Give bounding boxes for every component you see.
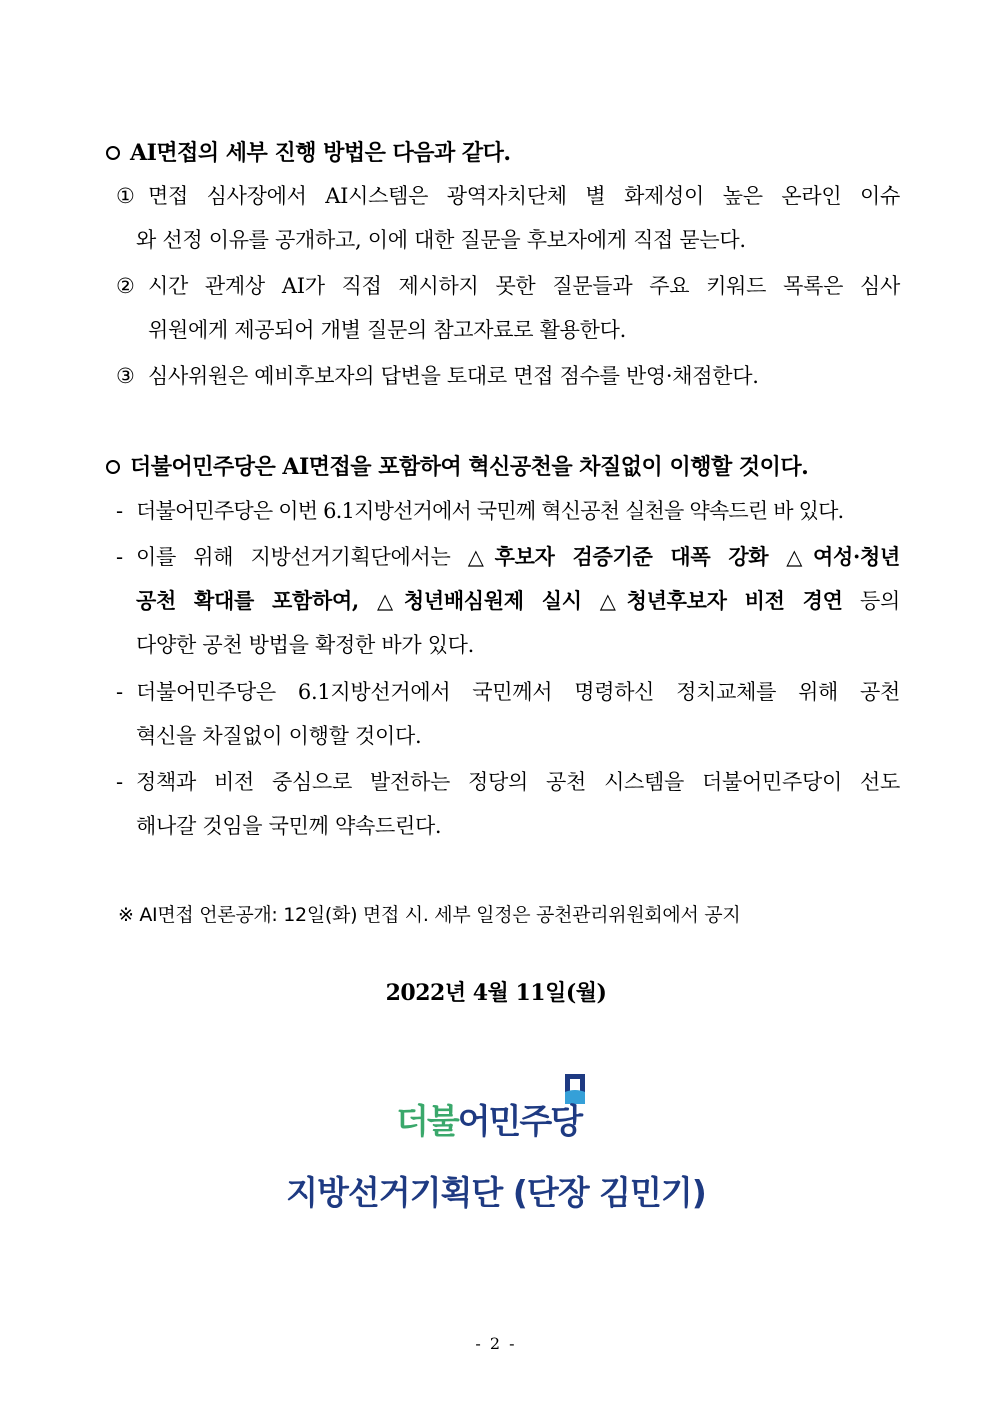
circle-bullet-icon: [106, 146, 120, 160]
item-marker: ②: [116, 274, 135, 298]
section1-heading: [106, 138, 511, 168]
item-marker: -: [116, 499, 123, 523]
circle-bullet-icon: [106, 460, 120, 474]
item-marker: -: [116, 545, 123, 569]
section1-item-1: ① 면접 심사장에서 AI시스템은 광역자치단체 별 화제성이 높은 온라인 이슈 와 선정 이유를 공개하고, 이에 대한 질문을 후보자에게 직접 묻는다.: [116, 174, 900, 262]
item-marker: -: [116, 680, 123, 704]
note-text: ※ AI면접 언론공개: 12일(화) 면접 시. 세부 일정은 공천관리위원회에서 공지: [118, 904, 741, 926]
page-number: - 2 -: [475, 1334, 517, 1353]
party-logo: [396, 1072, 596, 1142]
item-marker: ③: [116, 364, 135, 388]
section2-item-1: - 더불어민주당은 이번 6.1지방선거에서 국민께 혁신공천 실천을 약속드린 바 있다.: [116, 489, 900, 533]
section2-item-4: - 정책과 비전 중심으로 발전하는 정당의 공천 시스템을 더불어민주당이 선도 해나갈 것임을 국민께 약속드린다.: [116, 760, 900, 848]
section2-item-3: - 더불어민주당은 6.1지방선거에서 국민께서 명령하신 정치교체를 위해 공천 혁신을 차질없이 이행할 것이다.: [116, 670, 900, 758]
item-marker: -: [116, 770, 123, 794]
section1-heading-text: AI면접의 세부 진행 방법은 다음과 같다.: [130, 140, 511, 166]
section1-item-3: ③ 심사위원은 예비후보자의 답변을 토대로 면접 점수를 반영·채점한다.: [116, 354, 900, 398]
item-marker: ①: [116, 184, 135, 208]
section2-heading: [106, 452, 808, 482]
section2-item-2: - 이를 위해 지방선거기획단에서는 △후보자 검증기준 대폭 강화 △여성·청년 공천 확대를 포함하여, △청년배심원제 실시 △청년후보자 비전 경연 등의 다양한 공천 방법을 확정한 바가 있다.: [116, 535, 900, 667]
logo-text: 더불어민주당: [396, 1102, 582, 1142]
section1-item-2: ② 시간 관계상 AI가 직접 제시하지 못한 질문들과 주요 키워드 목록은 심사 위원에게 제공되어 개별 질문의 참고자료로 활용한다.: [116, 264, 900, 352]
organization-signature: 지방선거기획단 (단장 김민기): [286, 1173, 706, 1212]
date-text: 2022년 4월 11일(월): [385, 980, 607, 1006]
section2-heading-text: 더불어민주당은 AI면접을 포함하여 혁신공천을 차질없이 이행할 것이다.: [130, 454, 809, 480]
